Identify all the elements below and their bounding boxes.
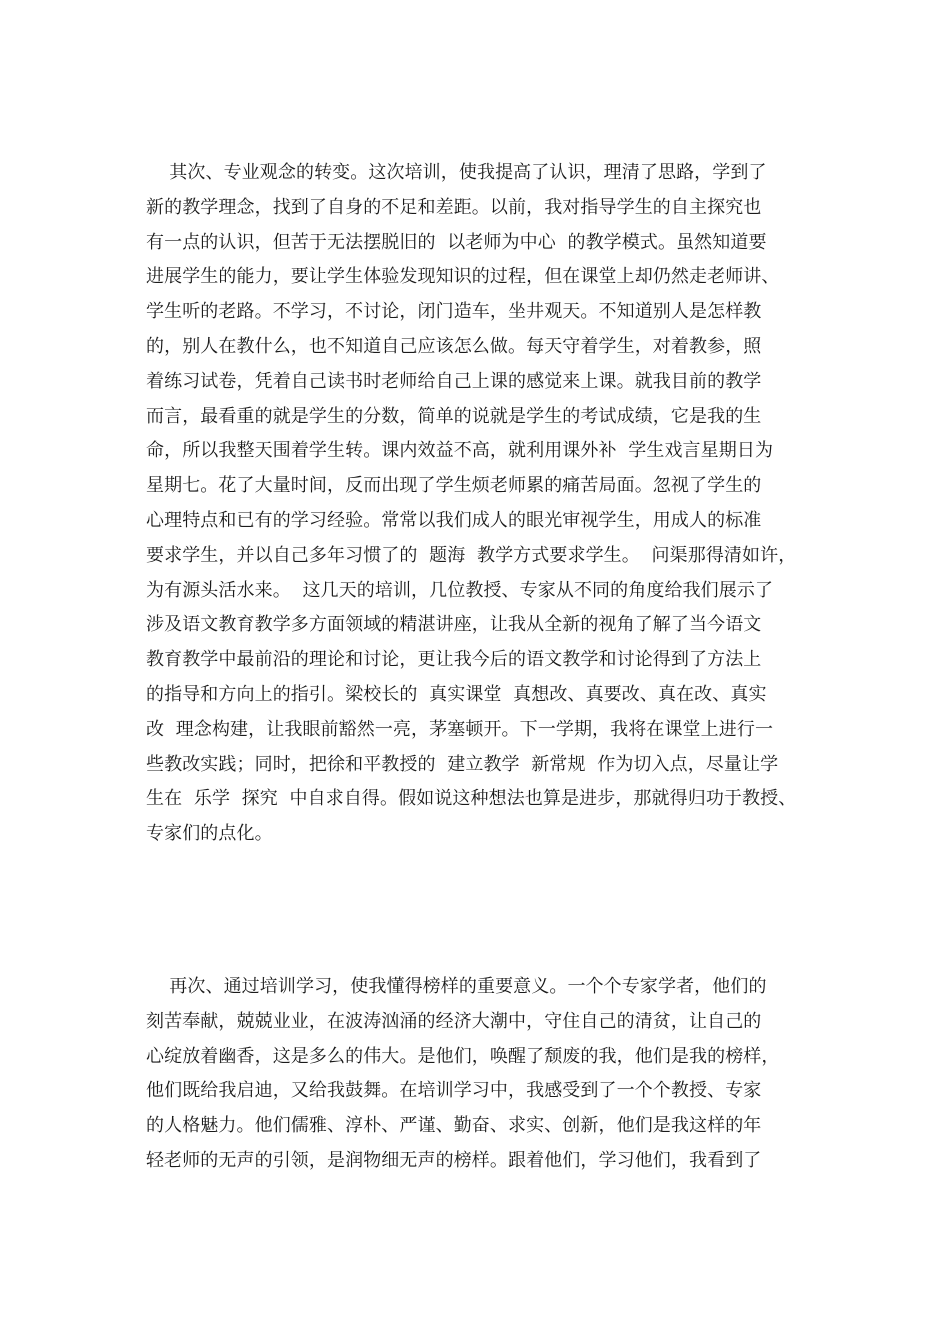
text-line: 生在 乐学 探究 中自求自得。假如说这种想法也算是进步，那就得归功于教授、: [146, 788, 797, 810]
text-line: 轻老师的无声的引领，是润物细无声的榜样。跟着他们，学习他们，我看到了: [146, 1149, 762, 1171]
text-line: 专家们的点化。: [146, 823, 273, 845]
text-line: 的，别人在教什么，也不知道自己应该怎么做。每天守着学生，对着教参，照: [146, 335, 762, 357]
text-line: 的人格魅力。他们儒雅、淳朴、严谨、勤奋、求实、创新，他们是我这样的年: [146, 1115, 762, 1137]
text-line: 而言，最看重的就是学生的分数，简单的说就是学生的考试成绩，它是我的生: [146, 405, 762, 427]
text-line: 有一点的认识，但苦于无法摆脱旧的 以老师为中心 的教学模式。虽然知道要: [146, 231, 767, 253]
text-line: 星期七。花了大量时间，反而出现了学生烦老师累的痛苦局面。忽视了学生的: [146, 475, 762, 497]
text-line: 着练习试卷，凭着自己读书时老师给自己上课的感觉来上课。就我目前的教学: [146, 370, 762, 392]
text-line: 心绽放着幽香，这是多么的伟大。是他们，唤醒了颓废的我，他们是我的榜样，: [146, 1045, 780, 1067]
text-line: 教育教学中最前沿的理论和讨论，更让我今后的语文教学和讨论得到了方法上: [146, 649, 762, 671]
text-line: 些教改实践；同时，把徐和平教授的 建立教学 新常规 作为切入点，尽量让学: [146, 753, 779, 775]
text-line: 他们既给我启迪，又给我鼓舞。在培训学习中，我感受到了一个个教授、专家: [146, 1080, 762, 1102]
text-line: 新的教学理念，找到了自身的不足和差距。以前，我对指导学生的自主探究也: [146, 196, 762, 218]
text-line: 为有源头活水来。 这几天的培训，几位教授、专家从不同的角度给我们展示了: [146, 579, 774, 601]
text-line: 的指导和方向上的指引。梁校长的 真实课堂 真想改、真要改、真在改、真实: [146, 683, 767, 705]
text-line: 其次、专业观念的转变。这次培训，使我提高了认识，理清了思路，学到了: [146, 162, 767, 183]
text-line: 刻苦奉献，兢兢业业，在波涛汹涌的经济大潮中，守住自己的清贫，让自己的: [146, 1010, 762, 1032]
paragraph-role-models: [146, 970, 826, 1179]
text-line: 改 理念构建，让我眼前豁然一亮，茅塞顿开。下一学期，我将在课堂上进行一: [146, 718, 774, 740]
text-line: 学生听的老路。不学习，不讨论，闭门造车，坐井观天。不知道别人是怎样教: [146, 301, 762, 323]
text-line: 要求学生，并以自己多年习惯了的 题海 教学方式要求学生。 问渠那得清如许，: [146, 544, 797, 566]
text-line: 命，所以我整天围着学生转。课内效益不高，就利用课外补 学生戏言星期日为: [146, 440, 774, 462]
text-line: 再次、通过培训学习，使我懂得榜样的重要意义。一个个专家学者，他们的: [146, 976, 767, 997]
paragraph-professional-concept: [146, 156, 826, 852]
text-line: 涉及语文教育教学多方面领域的精湛讲座，让我从全新的视角了解了当今语文: [146, 614, 762, 636]
text-line: 心理特点和已有的学习经验。常常以我们成人的眼光审视学生，用成人的标准: [146, 509, 762, 531]
text-line: 进展学生的能力，要让学生体验发现知识的过程，但在课堂上却仍然走老师讲、: [146, 266, 780, 288]
